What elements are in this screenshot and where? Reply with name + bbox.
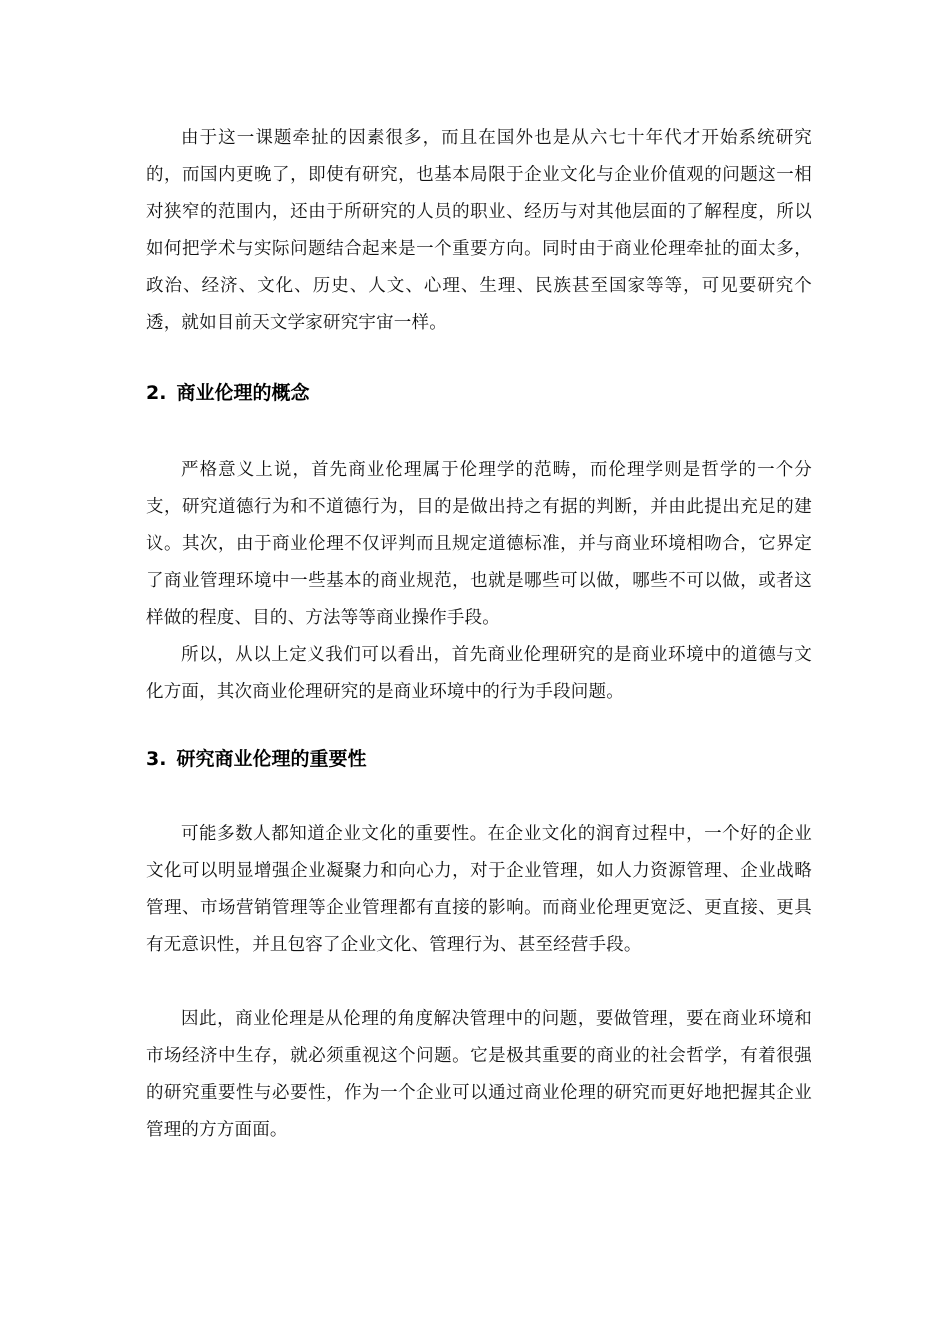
paragraph-corporate-culture: 可能多数人都知道企业文化的重要性。在企业文化的润育过程中，一个好的企业文化可以明显增强企业凝聚力和向心力，对于企业管理，如人力资源管理、企业战略管理、市场营销管理等企业管理都有直接的影响。而商业伦理更宽泛、更直接、更具有无意识性，并且包容了企业文化、管理行为、甚至经营手段。 [146,824,812,955]
paragraph-business-ethics-role: 因此，商业伦理是从伦理的角度解决管理中的问题，要做管理，要在商业环境和市场经济中生存，就必须重视这个问题。它是极其重要的商业的社会哲学，有着很强的研究重要性与必要性，作为一个企业可以通过商业伦理的研究而更好地把握其企业管理的方方面面。 [146,1009,812,1140]
section-heading-concept [146,379,309,407]
section-title: 研究商业伦理的重要性 [176,748,367,770]
section-title: 商业伦理的概念 [176,382,310,404]
section-number: 2. [146,382,167,404]
section-number: 3. [146,748,167,770]
section-heading-importance [146,745,366,773]
paragraph-conclusion: 所以，从以上定义我们可以看出，首先商业伦理研究的是商业环境中的道德与文化方面，其次商业伦理研究的是商业环境中的行为手段问题。 [146,645,812,702]
paragraph-research-difficulty: 由于这一课题牵扯的因素很多，而且在国外也是从六七十年代才开始系统研究的，而国内更晚了，即使有研究，也基本局限于企业文化与企业价值观的问题这一相对狭窄的范围内，还由于所研究的人员的职业、经历与对其他层面的了解程度，所以如何把学术与实际问题结合起来是一个重要方向。同时由于商业伦理牵扯的面太多，政治、经济、文化、历史、人文、心理、生理、民族甚至国家等等，可见要研究个透，就如目前天文学家研究宇宙一样。 [146,128,812,333]
paragraph-definition: 严格意义上说，首先商业伦理属于伦理学的范畴，而伦理学则是哲学的一个分支，研究道德行为和不道德行为，目的是做出持之有据的判断，并由此提出充足的建议。其次，由于商业伦理不仅评判而且规定道德标准，并与商业环境相吻合，它界定了商业管理环境中一些基本的商业规范，也就是哪些可以做，哪些不可以做，或者这样做的程度、目的、方法等等商业操作手段。 [146,460,812,628]
